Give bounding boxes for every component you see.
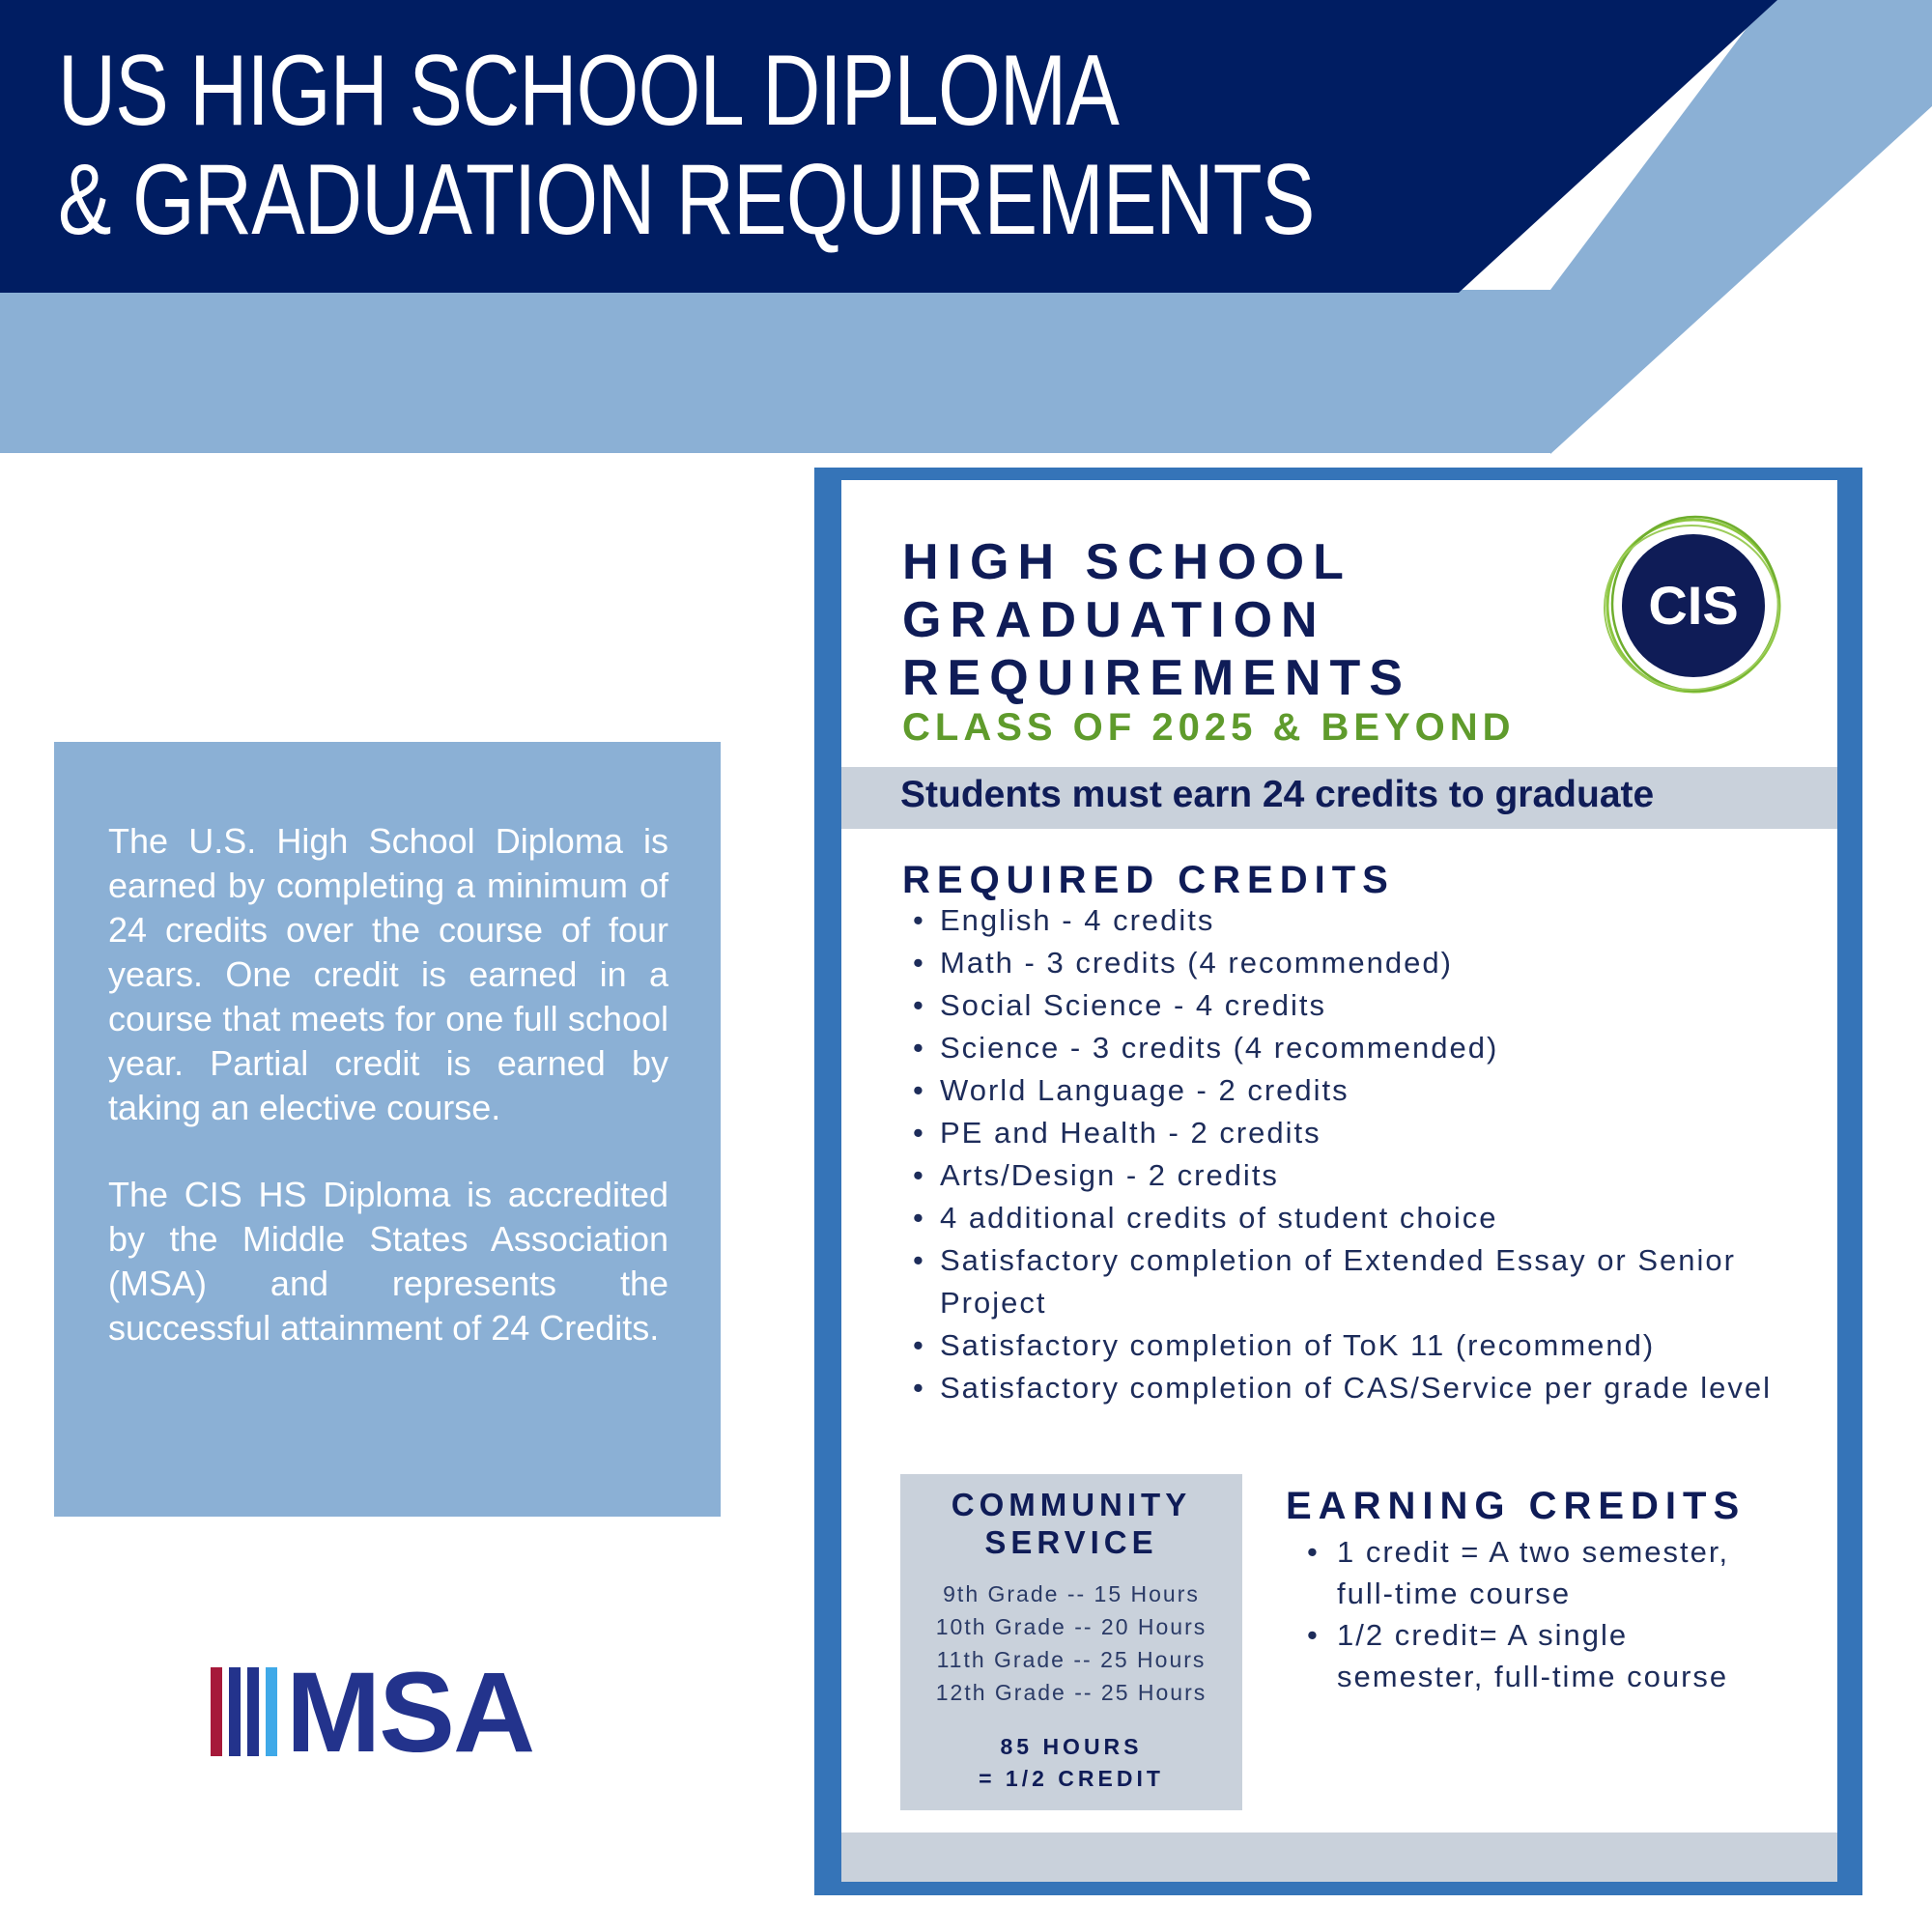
msa-logo-bar-red [211,1667,222,1756]
description-panel [54,742,721,1517]
flyer-title-line-1: HIGH SCHOOL [902,534,1352,590]
list-item: • Satisfactory completion of ToK 11 (recommend) [902,1324,1791,1367]
community-service-box [900,1474,1242,1810]
list-item: • English - 4 credits [902,899,1791,942]
earning-credits-list [1305,1531,1759,1697]
cis-logo [1603,515,1784,696]
header-light-band [0,290,1550,453]
flyer-footer-band [841,1833,1837,1882]
graduation-flyer [841,480,1837,1882]
flyer-title-line-3: REQUIREMENTS [902,650,1411,706]
community-service-title-line-2: SERVICE [984,1524,1158,1560]
list-item: 11th Grade -- 25 Hours [936,1647,1207,1672]
cis-logo-text: CIS [1648,575,1739,636]
msa-logo-bar-sky [266,1667,277,1756]
msa-logo [211,1649,568,1776]
required-credits-list [902,899,1791,1409]
msa-logo-text: MSA [286,1649,534,1776]
page-title [58,37,1315,255]
list-item: • Science - 3 credits (4 recommended) [902,1027,1791,1069]
flyer-title [902,533,1411,707]
credits-banner-text: Students must earn 24 credits to graduate [900,774,1655,815]
community-service-total [900,1731,1242,1795]
msa-logo-bar-navy-2 [247,1667,259,1756]
description-paragraph-2: The CIS HS Diploma is accredited by the Middle States Association (MSA) and represents the successful attainment of 24 Credits. [108,1175,668,1348]
community-service-title [900,1486,1242,1561]
list-item: • Satisfactory completion of Extended Essay or Senior Project [902,1239,1791,1324]
list-item: • PE and Health - 2 credits [902,1112,1791,1154]
list-item: 9th Grade -- 15 Hours [943,1581,1200,1606]
page-title-line-2: & GRADUATION REQUIREMENTS [58,144,1315,256]
community-service-total-line-1: 85 HOURS [1000,1734,1143,1759]
list-item: • 4 additional credits of student choice [902,1197,1791,1239]
description-paragraph-1: The U.S. High School Diploma is earned by completing a minimum of 24 credits over the course of four years. One credit is earned in a course that meets for one full school year. Partial credit is earned by taking an elective course. [108,821,668,1127]
community-service-total-line-2: = 1/2 CREDIT [979,1766,1164,1791]
list-item: • 1/2 credit= A single semester, full-time course [1305,1614,1759,1697]
community-service-title-line-1: COMMUNITY [951,1487,1192,1522]
list-item: • Arts/Design - 2 credits [902,1154,1791,1197]
flyer-title-line-2: GRADUATION [902,592,1326,648]
list-item: • 1 credit = A two semester, full-time course [1305,1531,1759,1614]
earning-credits-heading: EARNING CREDITS [1286,1485,1747,1527]
list-item: 12th Grade -- 25 Hours [935,1680,1208,1705]
list-item: 10th Grade -- 20 Hours [935,1614,1208,1639]
page-title-line-1: US HIGH SCHOOL DIPLOMA [58,35,1120,147]
credits-banner [841,767,1837,829]
flyer-subtitle: CLASS OF 2025 & BEYOND [902,706,1516,749]
list-item: • World Language - 2 credits [902,1069,1791,1112]
list-item: • Social Science - 4 credits [902,984,1791,1027]
list-item: • Satisfactory completion of CAS/Service per grade level [902,1367,1791,1409]
msa-logo-bar-navy-1 [229,1667,241,1756]
list-item: • Math - 3 credits (4 recommended) [902,942,1791,984]
community-service-hours [900,1577,1242,1709]
flyer-frame [814,468,1862,1895]
required-credits-heading: REQUIRED CREDITS [902,859,1395,901]
